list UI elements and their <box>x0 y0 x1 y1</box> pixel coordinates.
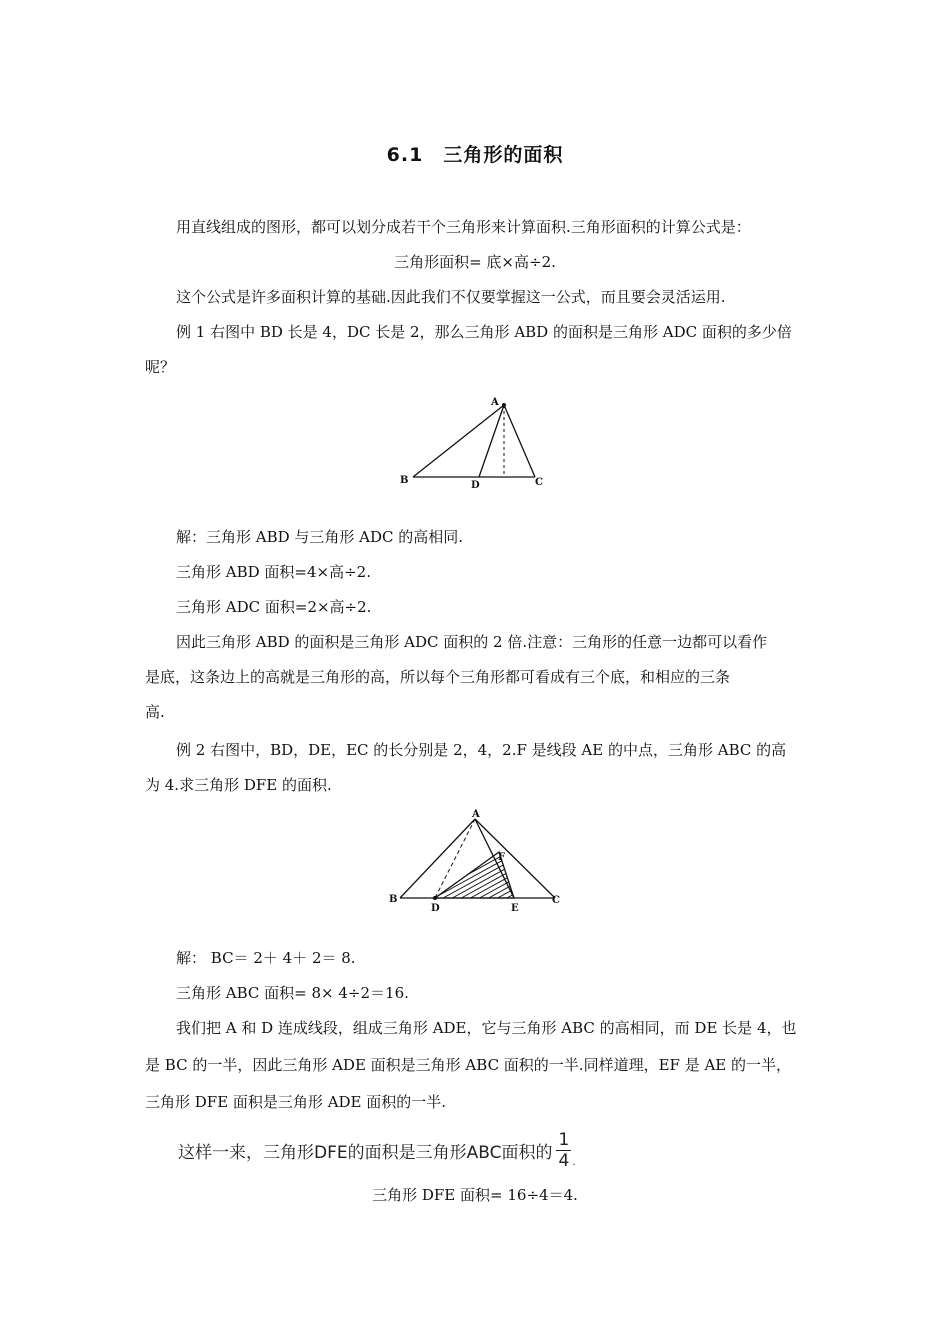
fraction-numerator: 1 <box>558 1129 570 1150</box>
conclusion-period: . <box>572 1157 576 1168</box>
segment-ab <box>413 405 504 477</box>
example1-triangle-figure <box>395 393 555 493</box>
example2-question-line1: 例 2 右图中，BD，DE，EC 的长分别是 2，4，2.F 是线段 AE 的中点，三角形 ABC 的高 <box>176 741 787 759</box>
label-b: B <box>389 894 398 905</box>
label-c: C <box>535 477 543 488</box>
example1-solution-line3: 三角形 ADC 面积=2×高÷2. <box>176 598 372 616</box>
fraction-denominator: 4 <box>558 1150 570 1171</box>
label-d: D <box>471 480 480 491</box>
label-e: E <box>511 903 519 914</box>
example1-question-line1: 例 1 右图中 BD 长是 4，DC 长是 2，那么三角形 ABD 的面积是三角形 ADC 面积的多少倍 <box>176 323 792 341</box>
label-b: B <box>400 475 409 486</box>
fraction-one-quarter <box>556 1130 571 1171</box>
area-formula: 三角形面积= 底×高÷2. <box>394 253 556 271</box>
page-title: 6.1 三角形的面积 <box>386 144 564 166</box>
example2-reasoning-line3: 三角形 DFE 面积是三角形 ADE 面积的一半. <box>145 1093 447 1111</box>
example1-solution-line2: 三角形 ABD 面积=4×高÷2. <box>176 563 371 581</box>
example1-question-line2: 呢？ <box>145 358 176 376</box>
label-f: F <box>498 852 506 863</box>
example2-reasoning-line1: 我们把 A 和 D 连成线段，组成三角形 ADE，它与三角形 ABC 的高相同，而 DE 长是 4，也 <box>176 1019 797 1037</box>
example1-note-line1: 因此三角形 ABD 的面积是三角形 ADC 面积的 2 倍.注意：三角形的任意一边都可以看作 <box>176 633 768 651</box>
segment-ac <box>504 405 535 477</box>
example2-solution-line1: 解： BC＝ 2＋ 4＋ 2＝ 8. <box>176 949 356 967</box>
label-c: C <box>552 895 560 906</box>
label-a: A <box>491 397 499 408</box>
example2-triangle-figure <box>385 805 570 915</box>
example2-question-line2: 为 4.求三角形 DFE 的面积. <box>145 776 332 794</box>
dfe-hatching <box>425 838 525 915</box>
vertex-d-dot <box>433 896 437 900</box>
intro-paragraph-1: 用直线组成的图形，都可以划分成若干个三角形来计算面积.三角形面积的计算公式是： <box>176 218 751 236</box>
example2-conclusion <box>178 1128 576 1172</box>
example1-note-line3: 高. <box>145 703 165 721</box>
segment-ac <box>475 819 555 898</box>
label-a: A <box>472 809 480 820</box>
example2-solution-line2: 三角形 ABC 面积= 8× 4÷2＝16. <box>176 984 409 1002</box>
example1-solution-line1: 解：三角形 ABD 与三角形 ADC 的高相同. <box>176 528 464 546</box>
example2-final-answer: 三角形 DFE 面积= 16÷4＝4. <box>372 1186 578 1204</box>
intro-paragraph-2: 这个公式是许多面积计算的基础.因此我们不仅要掌握这一公式，而且要会灵活运用. <box>176 288 726 306</box>
example1-note-line2: 是底，这条边上的高就是三角形的高，所以每个三角形都可看成有三个底，和相应的三条 <box>145 668 731 686</box>
segment-ad <box>479 405 504 477</box>
segment-ab <box>400 819 475 898</box>
conclusion-text: 这样一来，三角形DFE的面积是三角形ABC面积的 <box>178 1142 553 1163</box>
segment-ae <box>475 819 514 898</box>
vertex-a-dot <box>502 403 506 407</box>
label-d: D <box>431 903 440 914</box>
example2-reasoning-line2: 是 BC 的一半，因此三角形 ADE 面积是三角形 ABC 面积的一半.同样道理，EF 是 AE 的一半， <box>145 1056 792 1074</box>
